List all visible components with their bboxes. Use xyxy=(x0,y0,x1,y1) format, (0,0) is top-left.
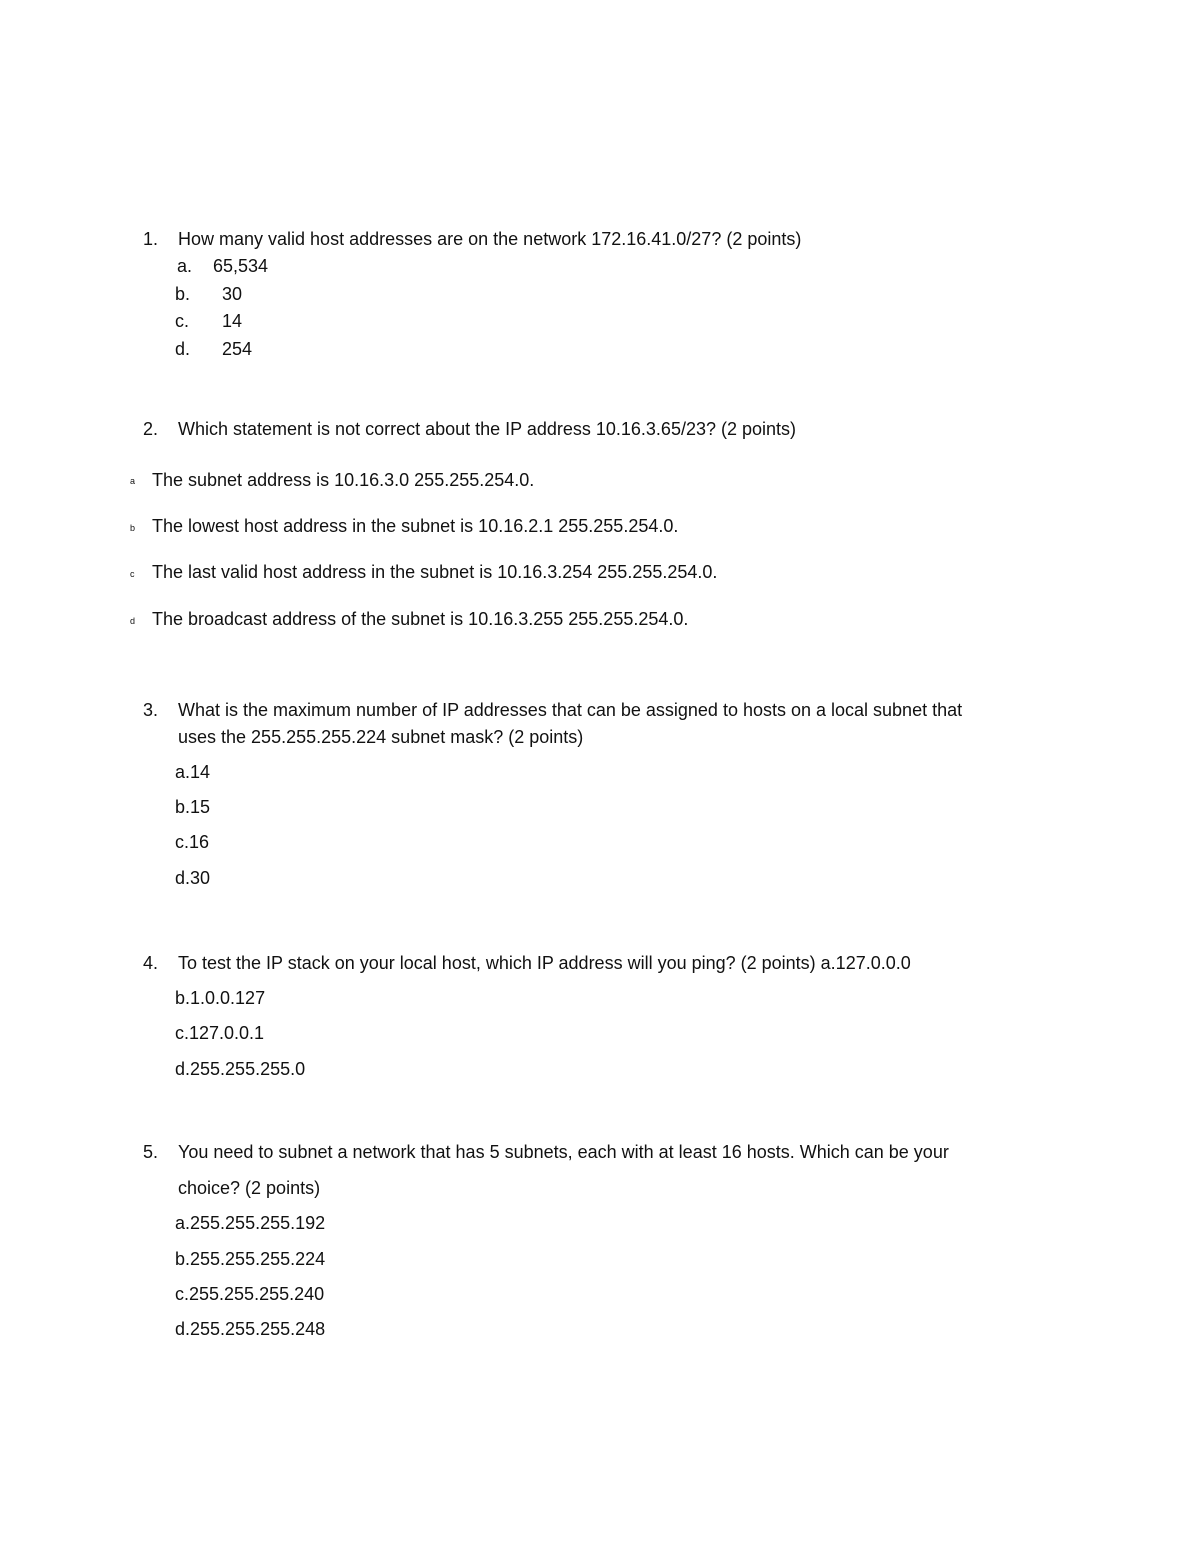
option-text: The lowest host address in the subnet is 10.16.2.1 255.255.254.0. xyxy=(152,516,679,536)
question-text: Which statement is not correct about the IP address 10.16.3.65/23? (2 points) xyxy=(178,419,797,439)
question-text: What is the maximum number of IP addresses that can be assigned to hosts on a local subnet that xyxy=(178,700,963,720)
option-text: c.255.255.255.240 xyxy=(175,1284,325,1304)
option-letter: c xyxy=(130,569,135,579)
question-number: 1. xyxy=(142,229,158,249)
option-letter: b. xyxy=(175,284,191,304)
question-text: How many valid host addresses are on the network 172.16.41.0/27? (2 points) xyxy=(178,229,802,249)
question-text: You need to subnet a network that has 5 subnets, each with at least 16 hosts. Which can be your xyxy=(178,1142,949,1162)
question-number: 5. xyxy=(142,1142,158,1162)
question-number: 3. xyxy=(142,700,158,720)
option-text: 14 xyxy=(222,311,243,331)
option-text: The last valid host address in the subnet is 10.16.3.254 255.255.254.0. xyxy=(152,562,718,582)
option-text: 254 xyxy=(222,339,253,359)
option-text: The subnet address is 10.16.3.0 255.255.254.0. xyxy=(152,470,535,490)
option-text: d.255.255.255.0 xyxy=(175,1059,306,1079)
option-text: The broadcast address of the subnet is 10.16.3.255 255.255.254.0. xyxy=(152,609,689,629)
option-text: c.127.0.0.1 xyxy=(175,1023,265,1043)
question-number: 4. xyxy=(142,953,158,973)
option-text: d.255.255.255.248 xyxy=(175,1319,326,1339)
option-letter: c. xyxy=(175,311,190,331)
option-letter: a. xyxy=(177,256,193,276)
question-text-continued: uses the 255.255.255.224 subnet mask? (2 points) xyxy=(178,727,584,747)
option-text: 65,534 xyxy=(213,256,269,276)
option-text: a.255.255.255.192 xyxy=(175,1213,326,1233)
option-text: d.30 xyxy=(175,868,211,888)
option-text: a.14 xyxy=(175,762,211,782)
option-text: c.16 xyxy=(175,832,210,852)
option-text: b.15 xyxy=(175,797,211,817)
option-text: 30 xyxy=(222,284,243,304)
question-number: 2. xyxy=(142,419,158,439)
option-letter: d xyxy=(130,616,136,626)
option-text: b.1.0.0.127 xyxy=(175,988,266,1008)
option-letter: d. xyxy=(175,339,191,359)
option-text: b.255.255.255.224 xyxy=(175,1249,326,1269)
question-text: To test the IP stack on your local host, which IP address will you ping? (2 points) a.127.0.0.0 xyxy=(178,953,911,973)
question-text-continued: choice? (2 points) xyxy=(178,1178,321,1198)
option-letter: a xyxy=(130,476,136,486)
option-letter: b xyxy=(130,523,136,533)
